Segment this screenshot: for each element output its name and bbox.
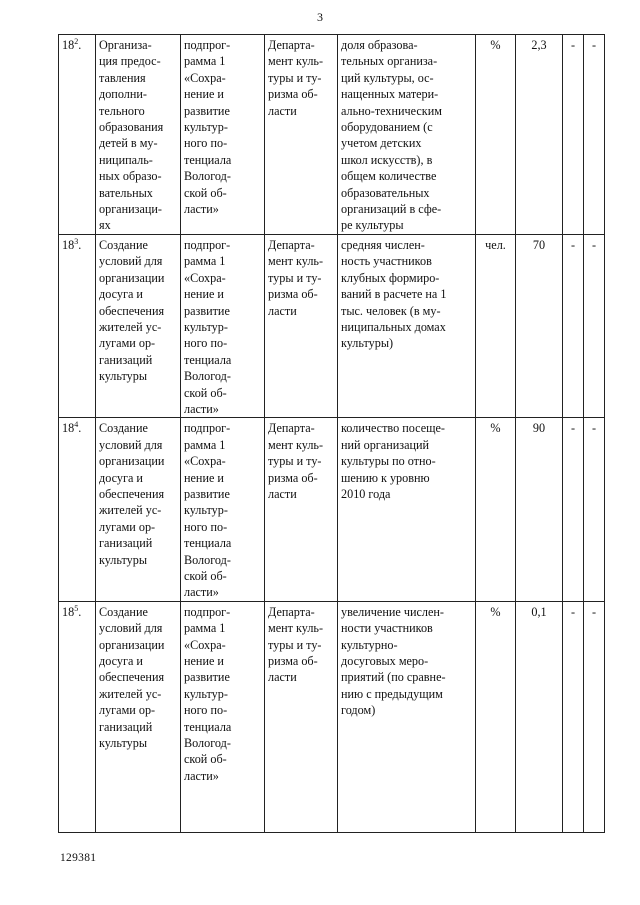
cell-line: ций культуры, ос- (341, 70, 434, 85)
cell-line: ниципаль- (99, 152, 153, 167)
cell-line: культур- (184, 503, 228, 518)
row-number (59, 234, 96, 417)
cell-line: ризма об- (268, 87, 318, 102)
cell-line: культур- (184, 686, 228, 701)
cell-line: Создание (99, 604, 148, 619)
cell-line: ласти» (184, 401, 219, 416)
cell-line: нение и (184, 87, 224, 102)
cell-line: культур- (184, 319, 228, 334)
cell-line: ризма об- (268, 470, 318, 485)
cell-line: Департа- (268, 237, 315, 252)
row-number-dot: . (78, 421, 82, 436)
cell-line: ность участников (341, 254, 432, 269)
cell-line: тыс. человек (в му- (341, 303, 441, 318)
row-number-sup: 5 (74, 603, 79, 613)
cell-line: ально-техническим (341, 103, 442, 118)
cell-line: нение и (184, 470, 224, 485)
cell-line: Вологод- (184, 369, 231, 384)
cell-line: Создание (99, 421, 148, 436)
cell-line: лугами ор- (99, 519, 156, 534)
cell-line: обеспечения (99, 486, 165, 501)
cell-line: ской об- (184, 385, 227, 400)
cell-line: культуры по отно- (341, 454, 436, 469)
value-cell: 90 (516, 418, 563, 601)
indicator-cell (338, 418, 476, 601)
cell-line: культурно- (341, 637, 398, 652)
cell-line: организаци- (99, 202, 162, 217)
row-number-dot: . (78, 38, 82, 52)
row-number-dot: . (78, 237, 82, 252)
cell-line: условий для (99, 621, 163, 636)
cell-line: развитие (184, 670, 230, 685)
unit-cell: % (476, 418, 516, 601)
cell-line: ласти (268, 670, 297, 685)
page-number: 3 (317, 10, 323, 24)
cell-line: подпрог- (184, 237, 231, 252)
cell-line: рамма 1 (184, 437, 226, 452)
value-cell: 0,1 (516, 601, 563, 832)
event-name-cell (96, 35, 181, 235)
document-code: 129381 (60, 852, 97, 864)
cell-line: организаций в сфе- (341, 202, 442, 217)
cell-line: ласти» (184, 585, 219, 600)
cell-line: культуры (99, 369, 148, 384)
cell-line: организации (99, 637, 165, 652)
col9-cell: - (584, 35, 605, 235)
row-number-sup: 2 (74, 36, 79, 46)
cell-line: культуры (99, 552, 148, 567)
cell-line: ний организаций (341, 437, 430, 452)
cell-line: Вологод- (184, 736, 231, 751)
indicator-cell (338, 601, 476, 832)
executor-cell (265, 418, 338, 601)
row-number-sup: 4 (74, 420, 79, 430)
executor-cell (265, 601, 338, 832)
event-name-cell (96, 601, 181, 832)
cell-line: жителей ус- (99, 319, 162, 334)
cell-line: развитие (184, 486, 230, 501)
table-row (59, 35, 605, 235)
cell-line: ных образо- (99, 169, 162, 184)
cell-line: подпрог- (184, 604, 231, 619)
cell-line: ности участников (341, 621, 433, 636)
cell-line: досуговых меро- (341, 654, 429, 669)
cell-line: образовательных (341, 185, 430, 200)
cell-line: рамма 1 (184, 621, 226, 636)
cell-line: нение и (184, 654, 224, 669)
cell-line: культур- (184, 120, 228, 135)
cell-line: подпрог- (184, 38, 231, 52)
cell-line: «Сохра- (184, 70, 226, 85)
program-cell (181, 234, 265, 417)
cell-line: средняя числен- (341, 237, 425, 252)
cell-line: лугами ор- (99, 703, 156, 718)
cell-line: ного по- (184, 519, 228, 534)
row-number (59, 35, 96, 235)
cell-line: досуга и (99, 287, 143, 302)
cell-line: ризма об- (268, 654, 318, 669)
cell-line: рамма 1 (184, 254, 226, 269)
cell-line: туры и ту- (268, 70, 322, 85)
table-row (59, 601, 605, 832)
indicators-table (58, 34, 605, 833)
cell-line: обеспечения (99, 303, 165, 318)
unit-cell: % (476, 35, 516, 235)
cell-line: ция предос- (99, 54, 161, 69)
value-cell: 70 (516, 234, 563, 417)
row-number-main: 18 (62, 237, 75, 252)
cell-line: тельного (99, 103, 145, 118)
cell-line: годом) (341, 703, 376, 718)
cell-line: «Сохра- (184, 270, 226, 285)
indicator-cell (338, 234, 476, 417)
cell-line: ской об- (184, 752, 227, 767)
executor-cell (265, 234, 338, 417)
cell-line: тенциала (184, 536, 232, 551)
col8-cell: - (563, 418, 584, 601)
cell-line: Департа- (268, 421, 315, 436)
cell-line: туры и ту- (268, 637, 322, 652)
program-cell (181, 35, 265, 235)
value-cell: 2,3 (516, 35, 563, 235)
cell-line: туры и ту- (268, 270, 322, 285)
cell-line: детей в му- (99, 136, 158, 151)
cell-line: мент куль- (268, 621, 324, 636)
cell-line: условий для (99, 254, 163, 269)
cell-line: мент куль- (268, 437, 324, 452)
cell-line: ризма об- (268, 287, 318, 302)
table-body (59, 35, 605, 833)
cell-line: вательных (99, 185, 153, 200)
cell-line: ской об- (184, 185, 227, 200)
cell-line: образования (99, 120, 164, 135)
cell-line: развитие (184, 103, 230, 118)
cell-line: Департа- (268, 38, 315, 52)
cell-line: досуга и (99, 470, 143, 485)
cell-line: шению к уровню (341, 470, 430, 485)
col8-cell: - (563, 601, 584, 832)
cell-line: общем количестве (341, 169, 437, 184)
cell-line: нащенных матери- (341, 87, 439, 102)
cell-line: Вологод- (184, 552, 231, 567)
program-cell (181, 418, 265, 601)
col9-cell: - (584, 418, 605, 601)
cell-line: тавления (99, 70, 146, 85)
unit-cell: % (476, 601, 516, 832)
cell-line: клубных формиро- (341, 270, 440, 285)
executor-cell (265, 35, 338, 235)
col8-cell: - (563, 234, 584, 417)
cell-line: тельных организа- (341, 54, 438, 69)
cell-line: ласти (268, 486, 297, 501)
cell-line: нию с предыдущим (341, 686, 443, 701)
cell-line: нение и (184, 287, 224, 302)
cell-line: Департа- (268, 604, 315, 619)
cell-line: дополни- (99, 87, 147, 102)
cell-line: мент куль- (268, 254, 324, 269)
cell-line: ской об- (184, 569, 227, 583)
cell-line: количество посеще- (341, 421, 445, 436)
row-number-dot: . (78, 604, 82, 619)
cell-line: культуры) (341, 336, 394, 351)
cell-line: ласти» (184, 768, 219, 783)
row-number-sup: 3 (74, 236, 79, 246)
event-name-cell (96, 234, 181, 417)
cell-line: ного по- (184, 703, 228, 718)
cell-line: жителей ус- (99, 686, 162, 701)
indicator-cell (338, 35, 476, 235)
cell-line: ях (99, 218, 111, 233)
cell-line: развитие (184, 303, 230, 318)
cell-line: учетом детских (341, 136, 422, 151)
cell-line: организации (99, 270, 165, 285)
cell-line: ганизаций (99, 536, 153, 551)
cell-line: тенциала (184, 352, 232, 367)
col9-cell: - (584, 234, 605, 417)
cell-line: жителей ус- (99, 503, 162, 518)
cell-line: «Сохра- (184, 637, 226, 652)
cell-line: условий для (99, 437, 163, 452)
cell-line: увеличение числен- (341, 604, 444, 619)
cell-line: рамма 1 (184, 54, 226, 69)
cell-line: ваний в расчете на 1 (341, 287, 447, 302)
row-number-main: 18 (62, 604, 75, 619)
col8-cell: - (563, 35, 584, 235)
cell-line: тенциала (184, 152, 232, 167)
cell-line: обеспечения (99, 670, 165, 685)
col9-cell: - (584, 601, 605, 832)
cell-line: ниципальных домах (341, 319, 446, 334)
program-cell (181, 601, 265, 832)
cell-line: ганизаций (99, 352, 153, 367)
cell-line: 2010 года (341, 486, 391, 501)
row-number (59, 418, 96, 601)
cell-line: ного по- (184, 136, 228, 151)
cell-line: тенциала (184, 719, 232, 734)
cell-line: приятий (по сравне- (341, 670, 446, 685)
cell-line: культуры (99, 736, 148, 751)
table-row (59, 234, 605, 417)
cell-line: организации (99, 454, 165, 469)
cell-line: ласти (268, 303, 297, 318)
cell-line: ласти» (184, 202, 219, 217)
cell-line: ганизаций (99, 719, 153, 734)
cell-line: туры и ту- (268, 454, 322, 469)
cell-line: ласти (268, 103, 297, 118)
cell-line: «Сохра- (184, 454, 226, 469)
cell-line: ре культуры (341, 218, 404, 233)
cell-line: лугами ор- (99, 336, 156, 351)
cell-line: Вологод- (184, 169, 231, 184)
cell-line: ного по- (184, 336, 228, 351)
cell-line: оборудованием (с (341, 120, 433, 135)
table-row (59, 418, 605, 601)
cell-line: подпрог- (184, 421, 231, 436)
cell-line: мент куль- (268, 54, 324, 69)
row-number-main: 18 (62, 421, 75, 436)
cell-line: школ искусств), в (341, 152, 433, 167)
row-number-main: 18 (62, 38, 75, 52)
cell-line: Организа- (99, 38, 152, 52)
event-name-cell (96, 418, 181, 601)
unit-cell: чел. (476, 234, 516, 417)
row-number (59, 601, 96, 832)
cell-line: доля образова- (341, 38, 418, 52)
cell-line: досуга и (99, 654, 143, 669)
cell-line: Создание (99, 237, 148, 252)
